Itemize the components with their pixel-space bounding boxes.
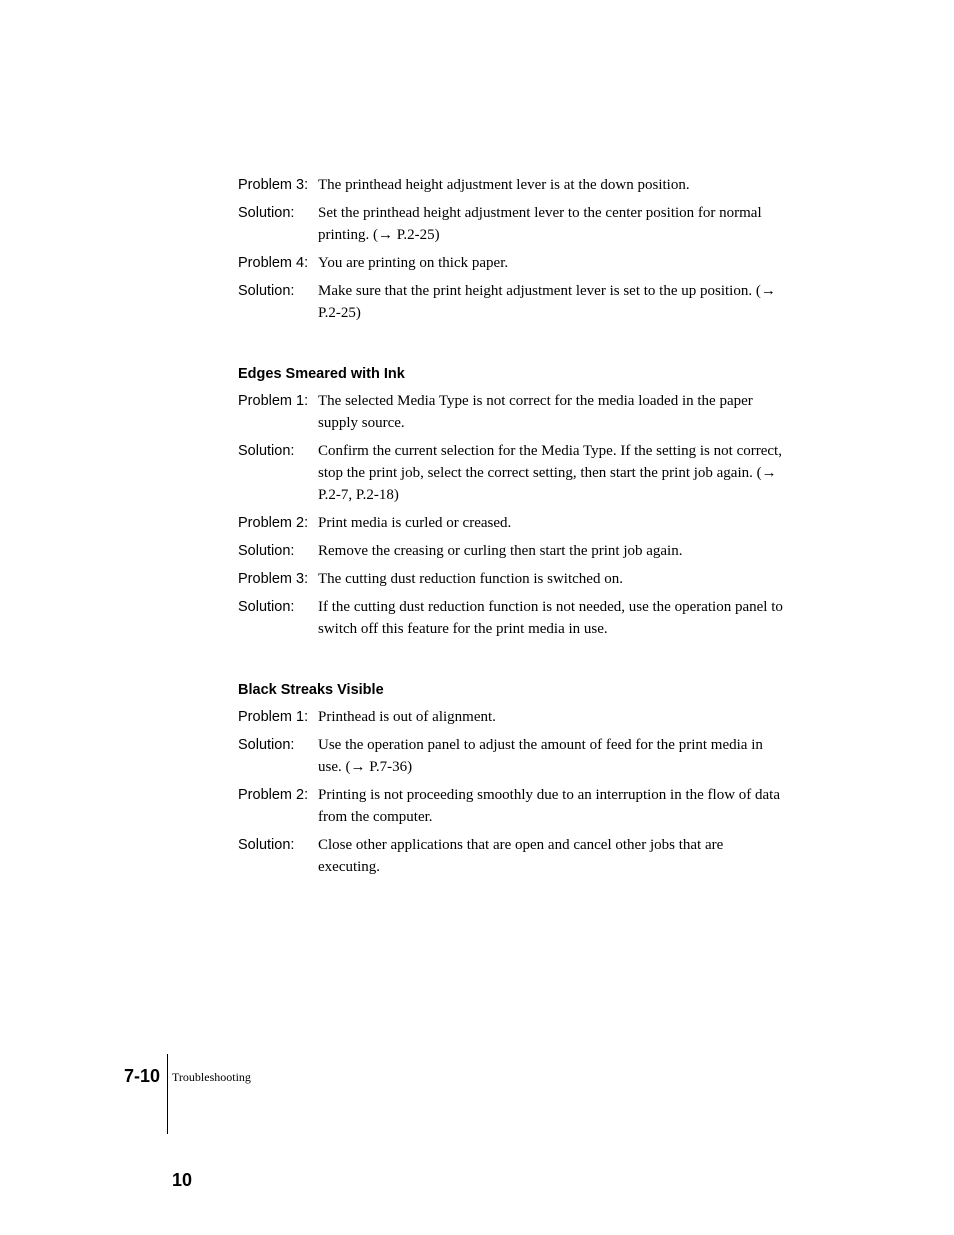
entry-text: You are printing on thick paper. xyxy=(318,255,509,271)
entry-text: Printing is not proceeding smoothly due to an interruption in the flow of data from the computer. xyxy=(318,787,781,825)
problem-entry xyxy=(238,784,783,828)
page-number: 10 xyxy=(172,1170,193,1190)
entry-text: Make sure that the print height adjustment lever is set to the up position. (→ P.2-25) xyxy=(318,283,776,321)
section-spacer xyxy=(238,330,783,364)
entry-label: Solution: xyxy=(238,443,295,459)
solution-entry xyxy=(238,202,783,246)
section-heading: Edges Smeared with Ink xyxy=(238,366,405,382)
entry-text: The printhead height adjustment lever is at the down position. xyxy=(318,177,690,193)
problem-entry xyxy=(238,512,783,534)
entry-label: Problem 3: xyxy=(238,571,309,587)
entry-label: Solution: xyxy=(238,283,295,299)
entry-label: Problem 4: xyxy=(238,255,309,271)
entry-text: The cutting dust reduction function is switched on. xyxy=(318,571,623,587)
entry-text: Use the operation panel to adjust the amount of feed for the print media in use. (→ P.7-36) xyxy=(318,737,763,775)
section-printhead-height xyxy=(238,174,783,324)
entry-text: If the cutting dust reduction function is not needed, use the operation panel to switch off this feature for the print media in use. xyxy=(318,599,783,637)
problem-entry xyxy=(238,706,783,728)
problem-entry xyxy=(238,252,783,274)
entry-label: Solution: xyxy=(238,599,295,615)
entry-label: Solution: xyxy=(238,205,295,221)
section-black-streaks xyxy=(238,680,783,878)
entry-label: Problem 1: xyxy=(238,709,309,725)
section-number: 7-10 xyxy=(124,1066,161,1086)
problem-entry xyxy=(238,390,783,434)
entry-label: Solution: xyxy=(238,543,295,559)
problem-entry xyxy=(238,174,783,196)
entry-text: Print media is curled or creased. xyxy=(318,515,512,531)
chapter-title: Troubleshooting xyxy=(172,1070,251,1084)
entry-text: Printhead is out of alignment. xyxy=(318,709,496,725)
entry-text: Set the printhead height adjustment lever to the center position for normal printing. (→ P.2-25) xyxy=(318,205,762,243)
entry-text: Confirm the current selection for the Media Type. If the setting is not correct, stop the print job, select the correct setting, then start the print job again. (→ P.2-7, P.2-18) xyxy=(318,443,782,503)
solution-entry xyxy=(238,834,783,878)
section-heading: Black Streaks Visible xyxy=(238,682,384,698)
document-body xyxy=(238,174,783,884)
entry-label: Solution: xyxy=(238,837,295,853)
problem-entry xyxy=(238,568,783,590)
entry-text: The selected Media Type is not correct for the media loaded in the paper supply source. xyxy=(318,393,753,431)
entry-text: Close other applications that are open and cancel other jobs that are executing. xyxy=(318,837,724,875)
section-edges-smeared xyxy=(238,364,783,640)
section-spacer xyxy=(238,646,783,680)
entry-label: Problem 2: xyxy=(238,515,309,531)
solution-entry xyxy=(238,440,783,506)
entry-label: Problem 1: xyxy=(238,393,309,409)
entry-label: Problem 2: xyxy=(238,787,309,803)
entry-label: Problem 3: xyxy=(238,177,309,193)
solution-entry xyxy=(238,734,783,778)
solution-entry xyxy=(238,596,783,640)
solution-entry xyxy=(238,280,783,324)
solution-entry xyxy=(238,540,783,562)
entry-text: Remove the creasing or curling then start the print job again. xyxy=(318,543,683,559)
footer-divider xyxy=(167,1054,168,1134)
entry-label: Solution: xyxy=(238,737,295,753)
